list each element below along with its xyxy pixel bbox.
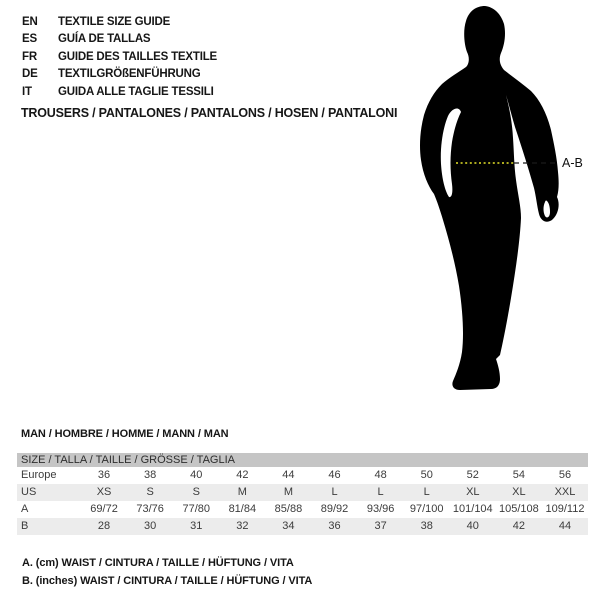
size-cell: 32 — [236, 520, 249, 532]
size-cell: 77/80 — [182, 503, 210, 515]
size-cell: 54 — [512, 469, 526, 481]
size-cell: 93/96 — [366, 503, 395, 515]
size-cell: 42 — [236, 469, 249, 481]
language-code: DE — [22, 68, 38, 81]
row-label: A — [21, 503, 29, 515]
size-cell: 73/76 — [136, 503, 164, 515]
size-cell: 34 — [282, 520, 295, 532]
size-cell: 36 — [328, 520, 341, 532]
size-cell: 31 — [190, 520, 203, 532]
row-label: B — [21, 520, 29, 532]
size-cell: M — [283, 486, 293, 498]
size-cell: 52 — [466, 469, 479, 481]
size-cell: 38 — [144, 469, 157, 481]
size-table — [17, 453, 588, 535]
measurement-note: B. (inches) WAIST / CINTURA / TAILLE / HÜFTUNG / VITA — [22, 575, 313, 587]
size-cell: 46 — [328, 469, 341, 481]
language-label: GUÍA DE TALLAS — [58, 33, 151, 46]
size-cell: XL — [466, 486, 480, 498]
size-cell: 56 — [558, 469, 572, 481]
gender-section-label: MAN / HOMBRE / HOMME / MANN / MAN — [21, 428, 229, 440]
size-cell: 30 — [144, 520, 157, 532]
language-code: FR — [22, 50, 37, 63]
size-cell: 105/108 — [499, 503, 539, 515]
size-cell: 36 — [97, 469, 111, 481]
size-table-rows — [17, 467, 588, 535]
size-cell: M — [237, 486, 247, 498]
garment-title: TROUSERS / PANTALONES / PANTALONS / HOSEN / PANTALONI — [21, 106, 398, 120]
language-code: EN — [22, 15, 38, 28]
row-label: Europe — [21, 469, 57, 481]
size-cell: 69/72 — [90, 503, 118, 515]
size-cell: L — [377, 486, 384, 498]
size-cell: 38 — [420, 520, 433, 532]
size-cell: 48 — [374, 469, 387, 481]
size-cell: 101/104 — [452, 503, 493, 515]
size-cell: 109/112 — [545, 503, 585, 515]
size-cell: 40 — [190, 469, 203, 481]
size-cell: 37 — [374, 520, 387, 532]
size-cell: 40 — [466, 520, 479, 532]
table-row — [17, 518, 588, 535]
size-cell: 97/100 — [409, 503, 444, 515]
size-cell: XL — [512, 486, 526, 498]
language-label: TEXTILE SIZE GUIDE — [58, 15, 171, 28]
size-cell: S — [192, 486, 200, 498]
size-table-header: SIZE / TALLA / TAILLE / GRÖSSE / TAGLIA — [17, 453, 588, 467]
table-row — [17, 467, 588, 484]
size-cell: 89/92 — [320, 503, 349, 515]
language-label: GUIDE DES TAILLES TEXTILE — [58, 50, 217, 63]
size-cell: 50 — [420, 469, 433, 481]
man-silhouette-shape — [420, 6, 559, 390]
size-cell: 81/84 — [228, 503, 257, 515]
size-cell: XXL — [554, 486, 576, 498]
size-cell: XS — [96, 486, 112, 498]
size-cell: 44 — [558, 520, 572, 532]
measurement-notes — [22, 554, 312, 590]
size-cell: 42 — [512, 520, 526, 532]
size-cell: S — [146, 486, 154, 498]
size-cell: L — [331, 486, 338, 498]
language-label: GUIDA ALLE TAGLIE TESSILI — [58, 85, 214, 98]
measure-label: A-B — [562, 156, 583, 170]
size-cell: L — [423, 486, 430, 498]
size-cell: 85/88 — [274, 503, 303, 515]
size-cell: 28 — [97, 520, 111, 532]
size-cell: 44 — [282, 469, 295, 481]
table-row — [17, 501, 588, 518]
language-label: TEXTILGRÖßENFÜHRUNG — [58, 68, 201, 81]
language-code: ES — [22, 33, 37, 46]
measurement-note: A. (cm) WAIST / CINTURA / TAILLE / HÜFTUNG / VITA — [22, 557, 294, 569]
row-label: US — [21, 486, 37, 498]
table-row — [17, 484, 588, 501]
language-code: IT — [22, 85, 32, 98]
